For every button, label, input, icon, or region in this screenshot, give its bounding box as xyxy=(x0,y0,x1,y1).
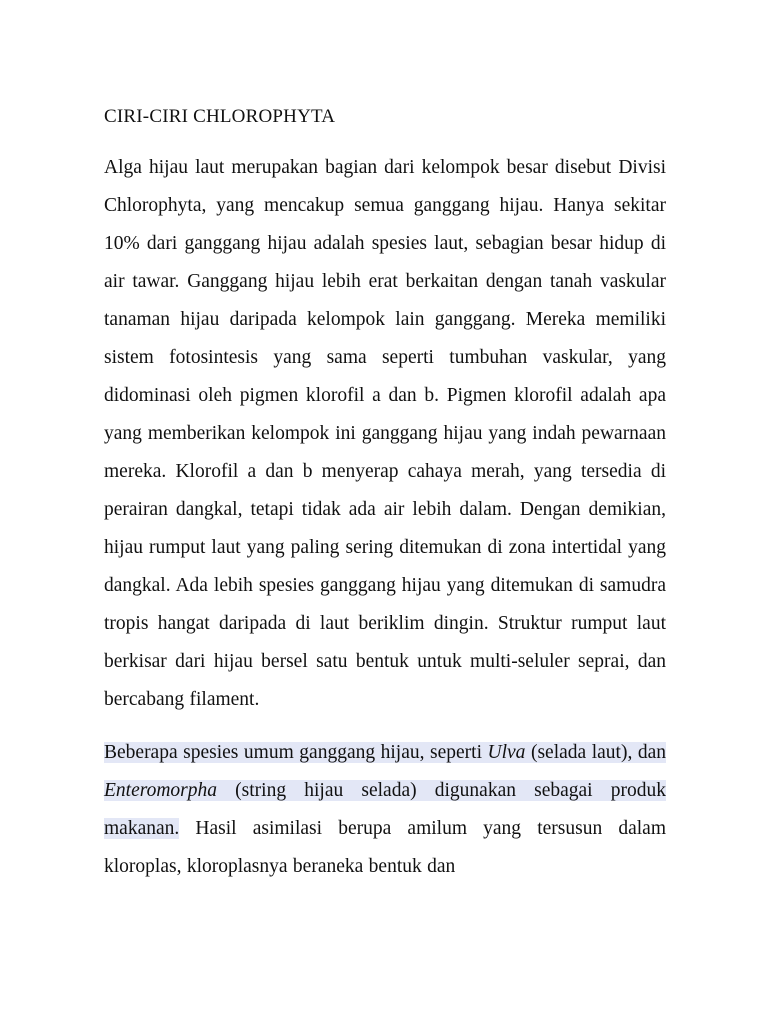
italic-term-enteromorpha: Enteromorpha xyxy=(104,780,218,801)
italic-term-ulva: Ulva xyxy=(487,742,526,763)
text-run: Hasil asimilasi berupa amilum yang tersusun dalam kloroplas, kloroplasnya beraneka bentuk dan xyxy=(104,818,666,877)
text-run: (string hijau selada) digunakan sebagai produk makanan. xyxy=(104,780,666,839)
text-run: Beberapa spesies umum ganggang hijau, seperti xyxy=(104,742,488,763)
paragraph-1: Alga hijau laut merupakan bagian dari kelompok besar disebut Divisi Chlorophyta, yang mencakup semua ganggang hijau. Hanya sekitar 10% dari ganggang hijau adalah spesies laut, sebagian besar hidup di air tawar. Ganggang hijau lebih erat berkaitan dengan tanah vaskular tanaman hijau daripada kelompok lain ganggang. Mereka memiliki sistem fotosintesis yang sama seperti tumbuhan vaskular, yang didominasi oleh pigmen klorofil a dan b. Pigmen klorofil adalah apa yang memberikan kelompok ini ganggang hijau yang indah pewarnaan mereka. Klorofil a dan b menyerap cahaya merah, yang tersedia di perairan dangkal, tetapi tidak ada air lebih dalam. Dengan demikian, hijau rumput laut yang paling sering ditemukan di zona intertidal yang dangkal. Ada lebih spesies ganggang hijau yang ditemukan di samudra tropis hangat daripada di laut beriklim dingin. Struktur rumput laut berkisar dari hijau bersel satu bentuk untuk multi-seluler seprai, dan bercabang filament. xyxy=(104,157,666,710)
document-page xyxy=(104,100,666,901)
text-run: (selada laut), dan xyxy=(525,742,667,763)
paragraph-2 xyxy=(104,734,666,886)
document-title: CIRI-CIRI CHLOROPHYTA xyxy=(104,106,336,127)
